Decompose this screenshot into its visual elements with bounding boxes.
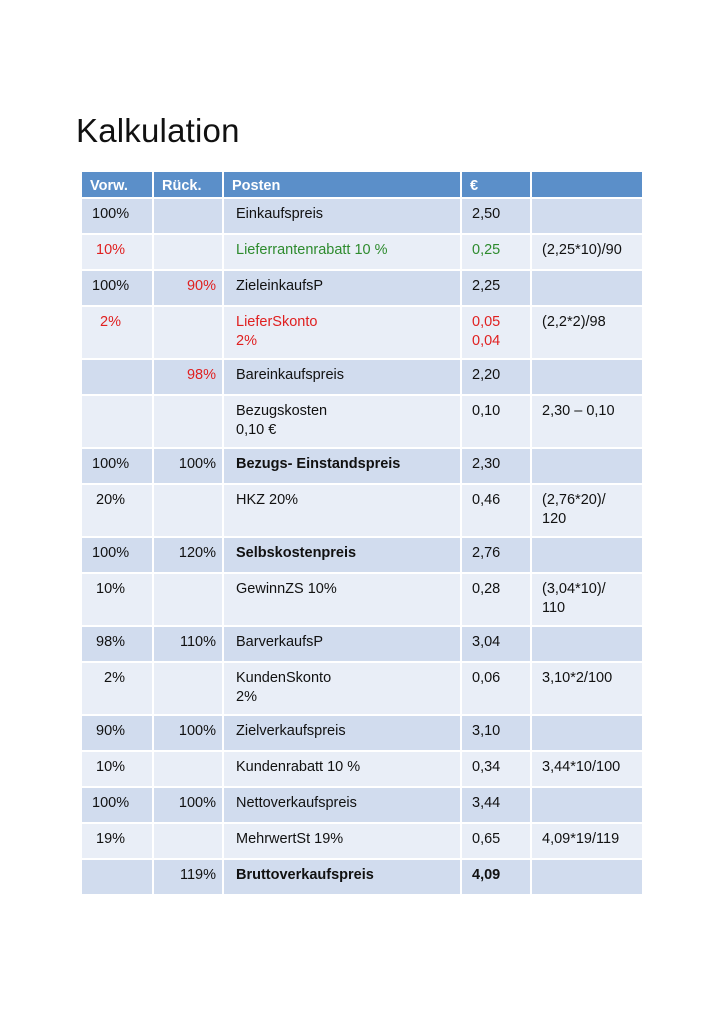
cell-euro: 2,30 bbox=[461, 448, 531, 484]
cell-euro: 4,09 bbox=[461, 859, 531, 895]
cell-rueck: 100% bbox=[153, 715, 223, 751]
table-row bbox=[81, 537, 643, 573]
cell-posten: ZieleinkaufsP bbox=[223, 270, 461, 306]
cell-rueck bbox=[153, 823, 223, 859]
cell-euro: 2,76 bbox=[461, 537, 531, 573]
cell-calc bbox=[531, 573, 643, 626]
cell-calc bbox=[531, 626, 643, 662]
cell-calc: (2,2*2)/98 bbox=[531, 306, 643, 359]
cell-vorw: 20% bbox=[81, 484, 153, 537]
cell-euro: 0,65 bbox=[461, 823, 531, 859]
table-row bbox=[81, 198, 643, 234]
cell-euro-line1: 0,05 bbox=[472, 314, 501, 330]
cell-vorw: 100% bbox=[81, 198, 153, 234]
cell-posten: MehrwertSt 19% bbox=[223, 823, 461, 859]
cell-calc bbox=[531, 859, 643, 895]
cell-euro: 3,10 bbox=[461, 715, 531, 751]
cell-euro-line2: 0,04 bbox=[472, 333, 501, 349]
cell-calc bbox=[531, 537, 643, 573]
table-row bbox=[81, 787, 643, 823]
cell-rueck: 90% bbox=[153, 270, 223, 306]
cell-posten-line1: Bezugskosten bbox=[236, 403, 328, 419]
table-row bbox=[81, 359, 643, 395]
cell-posten-line1: KundenSkonto bbox=[236, 670, 332, 686]
cell-calc: 3,10*2/100 bbox=[531, 662, 643, 715]
cell-calc bbox=[531, 787, 643, 823]
cell-vorw: 100% bbox=[81, 270, 153, 306]
cell-vorw: 2% bbox=[81, 306, 153, 359]
cell-posten bbox=[223, 395, 461, 448]
cell-rueck: 110% bbox=[153, 626, 223, 662]
cell-posten: Bareinkaufspreis bbox=[223, 359, 461, 395]
cell-calc bbox=[531, 448, 643, 484]
table-row bbox=[81, 306, 643, 359]
cell-posten-line2: 0,10 € bbox=[236, 422, 277, 438]
cell-euro: 0,46 bbox=[461, 484, 531, 537]
cell-calc-line1: (3,04*10)/ bbox=[542, 581, 606, 597]
cell-rueck bbox=[153, 395, 223, 448]
table-row bbox=[81, 662, 643, 715]
cell-euro: 2,50 bbox=[461, 198, 531, 234]
cell-calc: 2,30 – 0,10 bbox=[531, 395, 643, 448]
cell-vorw: 100% bbox=[81, 448, 153, 484]
cell-calc-line1: (2,76*20)/ bbox=[542, 492, 606, 508]
cell-posten: GewinnZS 10% bbox=[223, 573, 461, 626]
cell-vorw: 10% bbox=[81, 234, 153, 270]
cell-rueck: 120% bbox=[153, 537, 223, 573]
cell-posten-line2: 2% bbox=[236, 333, 257, 349]
table-row bbox=[81, 715, 643, 751]
cell-calc: 4,09*19/119 bbox=[531, 823, 643, 859]
table-row bbox=[81, 626, 643, 662]
cell-euro: 0,34 bbox=[461, 751, 531, 787]
cell-posten: Bezugs- Einstandspreis bbox=[223, 448, 461, 484]
cell-posten: Zielverkaufspreis bbox=[223, 715, 461, 751]
cell-euro: 0,25 bbox=[461, 234, 531, 270]
table-row bbox=[81, 448, 643, 484]
cell-rueck bbox=[153, 306, 223, 359]
table-row bbox=[81, 234, 643, 270]
cell-posten: Kundenrabatt 10 % bbox=[223, 751, 461, 787]
cell-rueck bbox=[153, 662, 223, 715]
cell-euro: 3,44 bbox=[461, 787, 531, 823]
cell-vorw: 19% bbox=[81, 823, 153, 859]
cell-posten-line1: LieferSkonto bbox=[236, 314, 318, 330]
cell-rueck bbox=[153, 198, 223, 234]
table-row bbox=[81, 270, 643, 306]
header-vorw: Vorw. bbox=[81, 171, 153, 198]
cell-posten: Bruttoverkaufspreis bbox=[223, 859, 461, 895]
header-posten: Posten bbox=[223, 171, 461, 198]
header-calc bbox=[531, 171, 643, 198]
header-rueck: Rück. bbox=[153, 171, 223, 198]
table-row bbox=[81, 751, 643, 787]
cell-calc bbox=[531, 484, 643, 537]
cell-calc bbox=[531, 270, 643, 306]
cell-vorw: 90% bbox=[81, 715, 153, 751]
cell-rueck bbox=[153, 484, 223, 537]
table-row bbox=[81, 573, 643, 626]
cell-vorw: 10% bbox=[81, 751, 153, 787]
cell-vorw: 10% bbox=[81, 573, 153, 626]
table-row bbox=[81, 484, 643, 537]
cell-rueck: 100% bbox=[153, 448, 223, 484]
cell-vorw: 2% bbox=[81, 662, 153, 715]
cell-euro bbox=[461, 306, 531, 359]
cell-posten: Selbskostenpreis bbox=[223, 537, 461, 573]
cell-calc bbox=[531, 198, 643, 234]
cell-posten-line2: 2% bbox=[236, 689, 257, 705]
cell-vorw bbox=[81, 359, 153, 395]
cell-posten: Nettoverkaufspreis bbox=[223, 787, 461, 823]
cell-rueck bbox=[153, 234, 223, 270]
cell-rueck: 98% bbox=[153, 359, 223, 395]
cell-posten bbox=[223, 306, 461, 359]
cell-euro: 0,28 bbox=[461, 573, 531, 626]
cell-rueck: 119% bbox=[153, 859, 223, 895]
cell-rueck: 100% bbox=[153, 787, 223, 823]
cell-vorw: 100% bbox=[81, 787, 153, 823]
cell-posten: Einkaufspreis bbox=[223, 198, 461, 234]
cell-vorw: 98% bbox=[81, 626, 153, 662]
cell-euro: 2,20 bbox=[461, 359, 531, 395]
cell-euro: 0,06 bbox=[461, 662, 531, 715]
table-row bbox=[81, 823, 643, 859]
cell-calc bbox=[531, 359, 643, 395]
table-row bbox=[81, 395, 643, 448]
cell-euro: 3,04 bbox=[461, 626, 531, 662]
cell-vorw bbox=[81, 395, 153, 448]
cell-posten: BarverkaufsP bbox=[223, 626, 461, 662]
cell-calc-line2: 120 bbox=[542, 511, 567, 527]
cell-rueck bbox=[153, 751, 223, 787]
cell-posten: HKZ 20% bbox=[223, 484, 461, 537]
cell-rueck bbox=[153, 573, 223, 626]
table-header-row bbox=[81, 171, 643, 198]
cell-calc bbox=[531, 715, 643, 751]
header-euro: € bbox=[461, 171, 531, 198]
cell-calc: (2,25*10)/90 bbox=[531, 234, 643, 270]
cell-vorw: 100% bbox=[81, 537, 153, 573]
page-title: Kalkulation bbox=[76, 112, 240, 149]
cell-posten bbox=[223, 662, 461, 715]
cell-calc-line2: 110 bbox=[542, 600, 566, 616]
cell-calc: 3,44*10/100 bbox=[531, 751, 643, 787]
cell-euro: 0,10 bbox=[461, 395, 531, 448]
cell-euro: 2,25 bbox=[461, 270, 531, 306]
cell-vorw bbox=[81, 859, 153, 895]
cell-posten: Lieferrantenrabatt 10 % bbox=[223, 234, 461, 270]
calculation-table bbox=[80, 170, 644, 896]
table-row bbox=[81, 859, 643, 895]
